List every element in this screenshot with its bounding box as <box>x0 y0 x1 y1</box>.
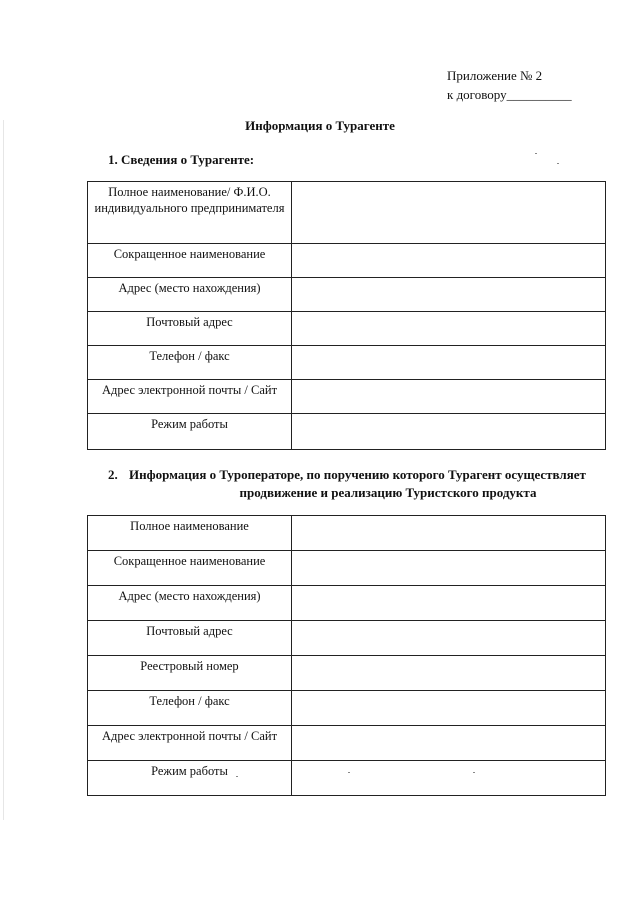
section2-heading <box>108 466 608 502</box>
scan-speck <box>535 153 537 154</box>
table-row <box>88 312 606 346</box>
table-row <box>88 380 606 414</box>
row-label: Сокращенное наименование <box>88 244 292 278</box>
tour-operator-info-table <box>87 515 606 796</box>
table-row <box>88 516 606 551</box>
row-label: Реестровый номер <box>88 656 292 691</box>
table-row <box>88 278 606 312</box>
row-value[interactable] <box>292 312 606 346</box>
row-value[interactable] <box>292 244 606 278</box>
table-row <box>88 414 606 450</box>
row-value[interactable] <box>292 726 606 761</box>
appendix-number: Приложение № 2 <box>447 68 543 83</box>
agent-info-table <box>87 181 606 450</box>
row-label: Полное наименование <box>88 516 292 551</box>
table-row <box>88 346 606 380</box>
row-value[interactable] <box>292 380 606 414</box>
contract-reference: к договору__________ <box>447 87 572 102</box>
row-value[interactable] <box>292 278 606 312</box>
scan-speck <box>557 163 559 164</box>
table-row <box>88 244 606 278</box>
row-value[interactable] <box>292 414 606 450</box>
row-value[interactable] <box>292 656 606 691</box>
row-value[interactable] <box>292 691 606 726</box>
row-value[interactable] <box>292 621 606 656</box>
row-label: Адрес электронной почты / Сайт <box>88 726 292 761</box>
row-label: Адрес (место нахождения) <box>88 586 292 621</box>
appendix-note <box>447 66 572 104</box>
scan-speck <box>348 772 350 773</box>
scan-edge-line <box>3 120 4 820</box>
row-label: Почтовый адрес <box>88 621 292 656</box>
section1-heading: 1. Сведения о Турагенте: <box>108 152 255 167</box>
row-value[interactable] <box>292 586 606 621</box>
row-label: Режим работы <box>88 414 292 450</box>
section2-heading-line2: продвижение и реализацию Туристского продукта <box>239 485 537 500</box>
row-value[interactable] <box>292 182 606 244</box>
table-row <box>88 726 606 761</box>
document-title: Информация о Турагенте <box>245 118 395 133</box>
row-value[interactable] <box>292 551 606 586</box>
row-label: Телефон / факс <box>88 691 292 726</box>
row-value[interactable] <box>292 516 606 551</box>
section2-number: 2. <box>108 467 118 482</box>
table-row <box>88 621 606 656</box>
table-row <box>88 691 606 726</box>
row-value[interactable] <box>292 761 606 796</box>
row-label: Сокращенное наименование <box>88 551 292 586</box>
row-label: Полное наименование/ Ф.И.О. индивидуального предпринимателя <box>88 182 292 244</box>
row-label: Адрес (место нахождения) <box>88 278 292 312</box>
row-label: Телефон / факс <box>88 346 292 380</box>
table-row <box>88 761 606 796</box>
table-row <box>88 586 606 621</box>
scan-speck <box>473 772 475 773</box>
table-row <box>88 551 606 586</box>
row-value[interactable] <box>292 346 606 380</box>
row-label: Адрес электронной почты / Сайт <box>88 380 292 414</box>
table-row <box>88 656 606 691</box>
row-label: Почтовый адрес <box>88 312 292 346</box>
table-row <box>88 182 606 244</box>
scan-speck <box>236 776 238 777</box>
row-label: Режим работы <box>88 761 292 796</box>
section2-heading-line1: Информация о Туроператоре, по поручению которого Турагент осуществляет <box>129 467 586 482</box>
